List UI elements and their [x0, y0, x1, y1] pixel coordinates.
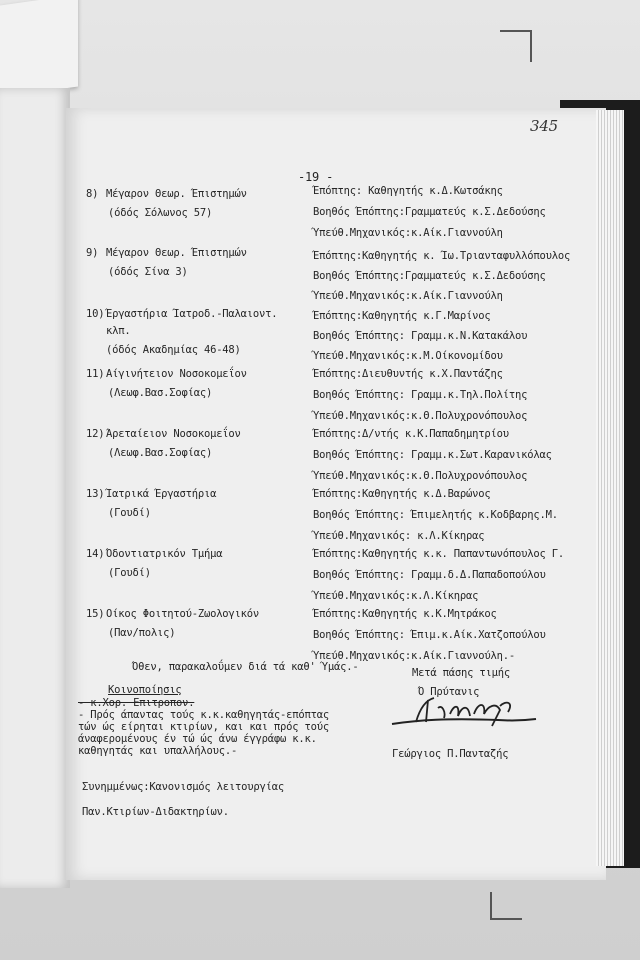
entry-supervisor: Έπόπτης:Διευθυντής κ.Χ.Παντάζης — [313, 368, 503, 380]
entry-number: 10) — [86, 308, 105, 320]
entry-engineer: Ύπεύθ.Μηχανικός:κ.Αίκ.Γιαννούλη — [313, 227, 503, 239]
entry-building: Μέγαρον Θεωρ. Έπιστημών — [106, 188, 247, 200]
distribution-line: καθηγητάς και υπαλλήλους.- — [78, 745, 238, 757]
entry-assistant: Βοηθός Έπόπτης: Έπιμ.κ.Αίκ.Χατζοπούλου — [313, 629, 546, 641]
entry-assistant: Βοηθός Έπόπτης: Έπιμελητής κ.Κοδβαρης.Μ. — [313, 509, 558, 521]
signoff-courtesy: Μετά πάσης τιμής — [412, 667, 510, 679]
entry-assistant: Βοηθός Έπόπτης:Γραμματεύς κ.Σ.Δεδούσης — [313, 206, 546, 218]
distribution-line: - κ.Χορ. Επιτροπον. — [78, 697, 195, 709]
distribution-heading: Κοινοποίησις — [108, 684, 182, 696]
left-page — [0, 88, 70, 888]
handwritten-signature — [388, 690, 538, 736]
entry-assistant: Βοηθός Έπόπτης:Γραμματεύς κ.Σ.Δεδούσης — [313, 270, 546, 282]
entry-supervisor: Έπόπτης:Καθηγητής κ.Γ.Μαρίνος — [313, 310, 491, 322]
enclosure-line: Συνημμένως:Κανονισμός λειτουργίας — [82, 781, 285, 793]
entry-assistant: Βοηθός Έπόπτης: Γραμμ.κ.Ν.Κατακάλου — [313, 330, 528, 342]
entry-assistant: Βοηθός Έπόπτης: Γραμμ.κ.Τηλ.Πολίτης — [313, 389, 528, 401]
entry-engineer: Ύπεύθ.Μηχανικός:κ.Μ.Οίκονομίδου — [313, 350, 503, 362]
page-number: -19 - — [298, 170, 334, 184]
entry-supervisor: Έπόπτης:Καθηγητής κ.κ. Παπαντωνόπουλος Γ. — [313, 548, 564, 560]
entry-building-extra: κλπ. — [106, 325, 131, 337]
entry-number: 9) — [86, 247, 99, 259]
signoff-title: Ό Πρύτανις — [418, 686, 480, 698]
entry-number: 12) — [86, 428, 105, 440]
entry-supervisor: Έπόπτης: Καθηγητής κ.Δ.Κωτσάκης — [313, 185, 503, 197]
entry-assistant: Βοηθός Έπόπτης: Γραμμ.κ.Σωτ.Καρανικόλας — [313, 449, 552, 461]
entry-building: Οίκος Φοιτητού-Ζωολογικόν — [106, 608, 260, 620]
distribution-line: τών ώς είρηται κτιρίων, και και πρός τούς — [78, 721, 329, 733]
entry-number: 15) — [86, 608, 105, 620]
paper-corner — [0, 0, 78, 97]
entry-supervisor: Έπόπτης:Δ/ντής κ.Κ.Παπαδημητρίου — [313, 428, 509, 440]
entry-engineer: Ύπεύθ.Μηχανικός:κ.Θ.Πολυχρονόπουλος — [313, 410, 528, 422]
entry-building: Μέγαρον Θεωρ. Έπιστημών — [106, 247, 247, 259]
entry-address: (Γουδί) — [108, 567, 151, 579]
entry-address: (όδός Ακαδημίας 46-48) — [106, 344, 241, 356]
entry-building: Ίατρικά Έργαστήρια — [106, 488, 217, 500]
entry-number: 11) — [86, 368, 105, 380]
entry-assistant: Βοηθός Έπόπτης: Γραμμ.δ.Δ.Παπαδοπούλου — [313, 569, 546, 581]
entry-engineer: Ύπεύθ.Μηχανικός: κ.Λ.Κίκηρας — [313, 530, 485, 542]
entry-supervisor: Έπόπτης:Καθηγητής κ.Δ.Βαρώνος — [313, 488, 491, 500]
entry-number: 13) — [86, 488, 105, 500]
entry-address: (Λεωφ.Βασ.Σοφίας) — [108, 447, 213, 459]
crop-mark-top — [500, 30, 532, 62]
entry-number: 8) — [86, 188, 99, 200]
distribution-line: άναφερομένους έν τώ ώς άνω έγγράφω κ.κ. — [78, 733, 317, 745]
entry-address: (Γουδί) — [108, 507, 151, 519]
entry-address: (όδός Σίνα 3) — [108, 266, 188, 278]
folio-number: 345 — [530, 117, 559, 135]
entry-address: (όδός Σόλωνος 57) — [108, 207, 213, 219]
entry-engineer: Ύπεύθ.Μηχανικός:κ.Θ.Πολυχρονόπουλος — [313, 470, 528, 482]
entry-number: 14) — [86, 548, 105, 560]
entry-address: (Λεωφ.Βασ.Σοφίας) — [108, 387, 213, 399]
closing-sentence: Όθεν, παρακαλοΰμεν διά τά καθ' Ύμάς.- — [132, 661, 359, 673]
entry-building: Αίγινήτειον Νοσοκομεΐον — [106, 368, 247, 380]
signatory-name: Γεώργιος Π.Πανταζής — [392, 748, 509, 760]
entry-engineer: Ύπεύθ.Μηχανικός:κ.Αίκ.Γιαννούλη — [313, 290, 503, 302]
entry-building: Όδοντιατρικόν Τμήμα — [106, 548, 223, 560]
page-edges — [596, 110, 624, 866]
crop-mark-bottom — [490, 892, 522, 920]
entry-engineer: Ύπεύθ.Μηχανικός:κ.Αίκ.Γιαννούλη.- — [313, 650, 516, 662]
distribution-line: - Πρός άπαντας τούς κ.κ.καθηγητάς-επόπτας — [78, 709, 329, 721]
entry-building: Έργαστήρια Ίατροδ.-Παλαιοντ. — [106, 308, 278, 320]
entry-supervisor: Έπόπτης:Καθηγητής κ.Κ.Μητράκος — [313, 608, 497, 620]
entry-supervisor: Έπόπτης:Καθηγητής κ. Ίω.Τριανταφυλλόπουλος — [313, 250, 571, 262]
enclosure-line: Παν.Κτιρίων-Διδακτηρίων. — [82, 806, 229, 818]
entry-building: Άρεταίειον Νοσοκομεΐον — [106, 428, 241, 440]
entry-address: (Παν/πολις) — [108, 627, 176, 639]
entry-engineer: Ύπεύθ.Μηχανικός:κ.Λ.Κίκηρας — [313, 590, 479, 602]
